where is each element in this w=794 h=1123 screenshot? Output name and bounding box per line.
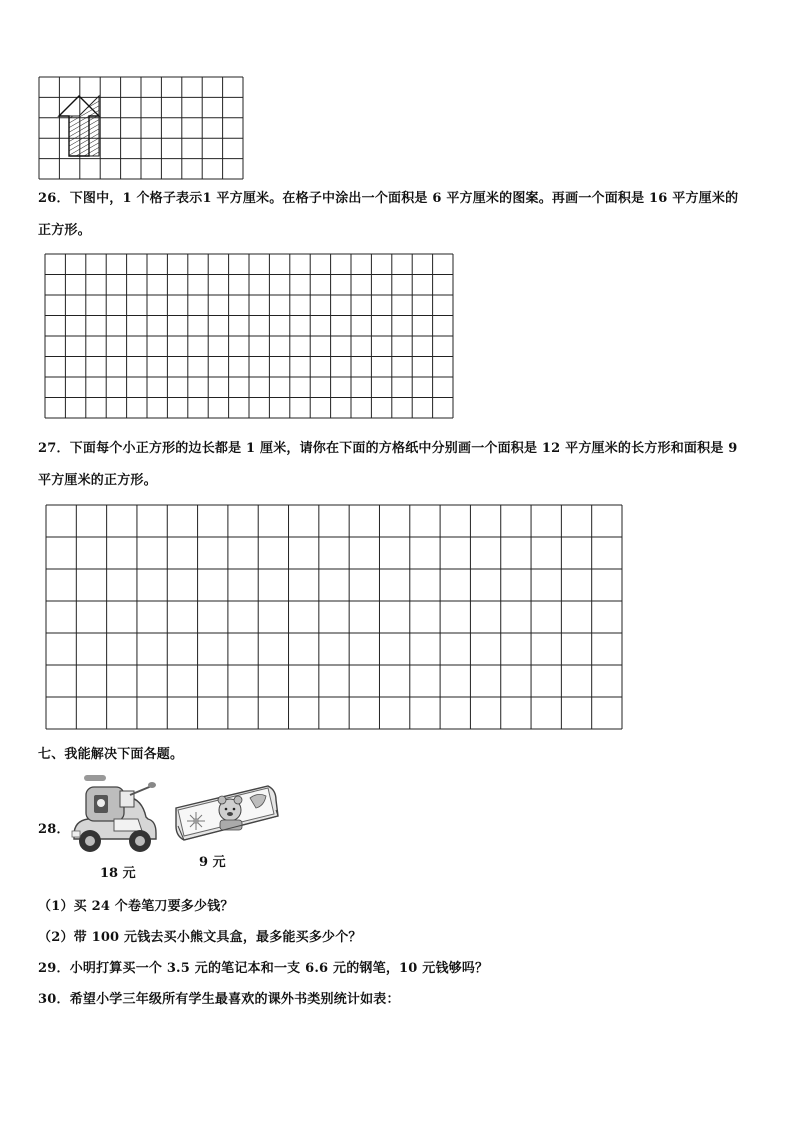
grid-lines — [45, 254, 453, 418]
q26-grid[interactable] — [44, 253, 454, 419]
pencil-case-price: 9 元 — [199, 855, 226, 870]
q29-text: 29．小明打算买一个 3.5 元的笔记本和一支 6.6 元的钢笔，10 元钱够吗？ — [38, 961, 489, 976]
q27-grid[interactable] — [45, 504, 623, 730]
arrow-hatched-area — [69, 96, 99, 156]
hatched-arrow-figure — [59, 96, 99, 156]
q28-sub1: （1）买 24 个卷笔刀要多少钱？ — [38, 899, 234, 914]
q27-line2: 平方厘米的正方形。 — [38, 473, 157, 488]
pencil-case-image — [172, 780, 280, 846]
grid-lines — [46, 505, 622, 729]
section-heading: 七、我能解决下面各题。 — [38, 747, 184, 762]
q27-grid-svg[interactable] — [45, 504, 623, 730]
q27-line1: 27．下面每个小正方形的边长都是 1 厘米，请你在下面的方格纸中分别画一个面积是 12 平方厘米的长方形和面积是 9 — [38, 441, 738, 456]
sharpener-price: 18 元 — [100, 866, 136, 881]
top-grid-svg — [38, 76, 244, 180]
q26-line2: 正方形。 — [38, 223, 91, 238]
q26-line1: 26．下图中，1 个格子表示1 平方厘米。在格子中涂出一个面积是 6 平方厘米的图案。再画一个面积是 16 平方厘米的 — [38, 191, 739, 206]
q26-grid-svg[interactable] — [44, 253, 454, 419]
q28-number: 28． — [38, 822, 70, 837]
pencil-sharpener-car-image — [64, 773, 160, 859]
top-grid — [38, 76, 244, 180]
q30-text: 30．希望小学三年级所有学生最喜欢的课外书类别统计如表： — [38, 992, 400, 1007]
q28-sub2: （2）带 100 元钱去买小熊文具盒，最多能买多少个？ — [38, 930, 362, 945]
